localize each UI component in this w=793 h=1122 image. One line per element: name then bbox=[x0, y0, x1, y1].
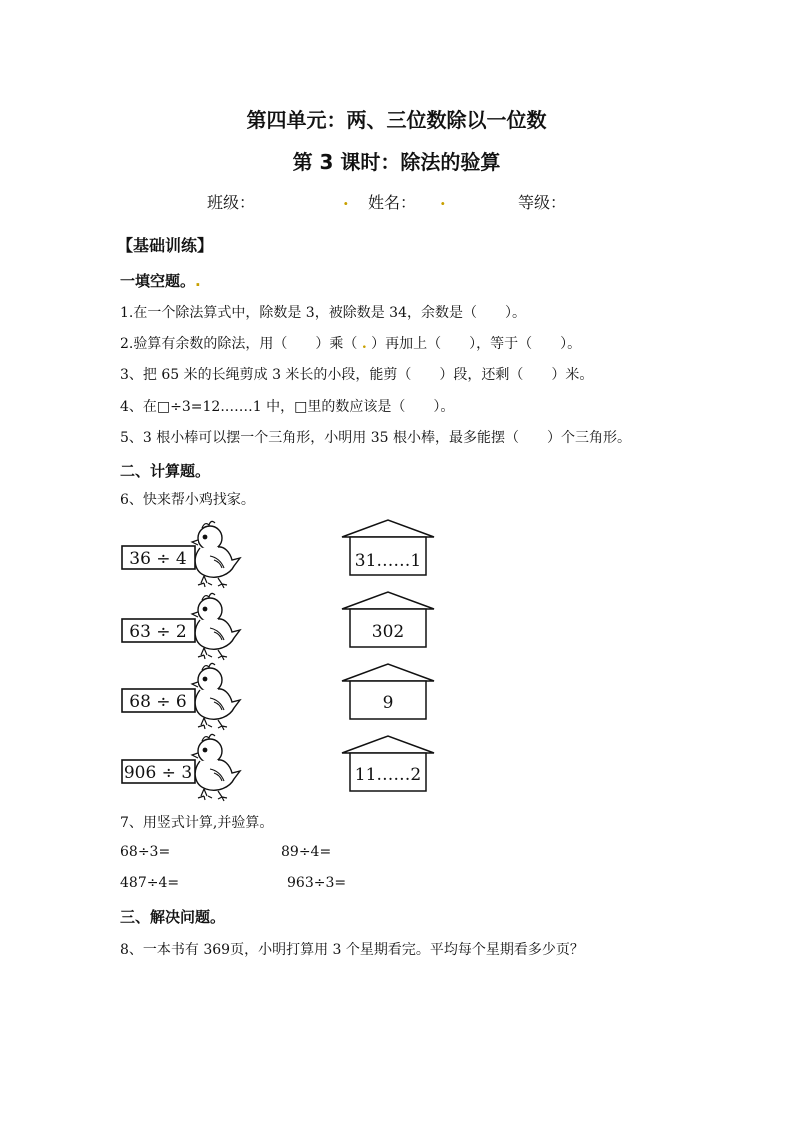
house-value-3: 9 bbox=[382, 693, 394, 713]
question-2-part-b: ）再加上（ ），等于（ ）。 bbox=[366, 336, 582, 352]
calc-2: 89÷4= bbox=[281, 844, 332, 860]
calc-1: 68÷3= bbox=[120, 844, 171, 860]
grade-label: 等级： bbox=[518, 193, 567, 212]
part1-heading-text: 一填空题。 bbox=[120, 272, 196, 290]
house-value-4: 11……2 bbox=[354, 765, 422, 785]
class-label: 班级： bbox=[207, 193, 256, 212]
name-dot: . bbox=[440, 190, 446, 209]
question-6: 6、快来帮小鸡找家。 bbox=[120, 492, 255, 508]
chick-expression-2: 63 ÷ 2 bbox=[129, 622, 187, 642]
question-2-dot: . bbox=[361, 336, 367, 352]
chick-expression-3: 68 ÷ 6 bbox=[129, 692, 187, 712]
chick-expression-1: 36 ÷ 4 bbox=[129, 549, 187, 569]
unit-title: 第四单元：两、三位数除以一位数 bbox=[246, 108, 547, 132]
calc-4: 963÷3= bbox=[287, 875, 347, 891]
chick-icon bbox=[192, 593, 240, 660]
question-4: 4、在□÷3=12.……1 中，□里的数应该是（ ）。 bbox=[120, 399, 455, 415]
chick-icon bbox=[192, 734, 240, 801]
class-dot: . bbox=[343, 190, 349, 209]
question-3: 3、把 65 米的长绳剪成 3 米长的小段，能剪（ ）段，还剩（ ）米。 bbox=[120, 367, 594, 383]
part1-heading-dot: . bbox=[195, 272, 201, 290]
lesson-title: 第 3 课时：除法的验算 bbox=[292, 150, 501, 174]
name-label: 姓名： bbox=[368, 193, 417, 212]
question-7: 7、用竖式计算,并验算。 bbox=[120, 815, 274, 831]
calc-3: 487÷4= bbox=[120, 875, 180, 891]
section-basic-training: 【基础训练】 bbox=[117, 236, 214, 255]
part2-heading: 二、计算题。 bbox=[120, 462, 211, 480]
question-8: 8、一本书有 369页，小明打算用 3 个星期看完。平均每个星期看多少页？ bbox=[120, 942, 584, 958]
house-value-1: 31……1 bbox=[354, 551, 422, 571]
house-value-2: 302 bbox=[371, 622, 405, 642]
part3-heading: 三、解决问题。 bbox=[120, 908, 226, 926]
question-2-part-a: 2.验算有余数的除法，用（ ）乘（ bbox=[120, 336, 362, 352]
question-1: 1.在一个除法算式中，除数是 3，被除数是 34，余数是（ ）。 bbox=[120, 305, 526, 321]
chick-icon bbox=[192, 663, 240, 730]
chick-expression-4: 906 ÷ 3 bbox=[123, 763, 193, 783]
chick-icon bbox=[192, 521, 240, 588]
question-5: 5、3 根小棒可以摆一个三角形，小明用 35 根小棒，最多能摆（ ）个三角形。 bbox=[120, 430, 631, 446]
